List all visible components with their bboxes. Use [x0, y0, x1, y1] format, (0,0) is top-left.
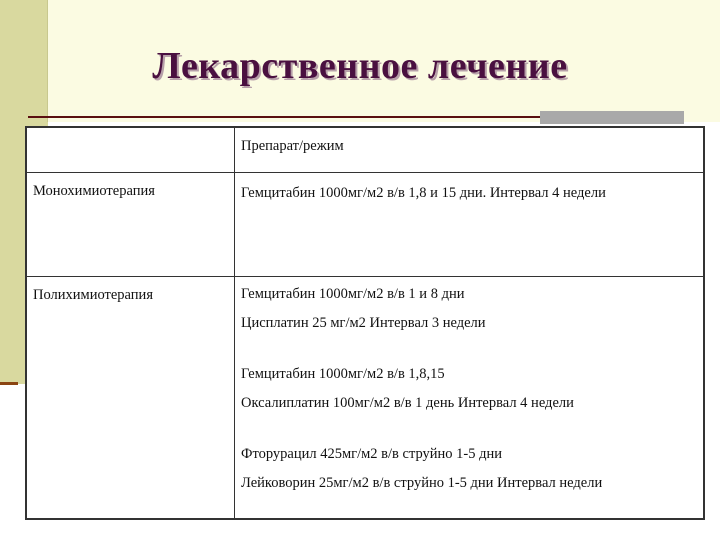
regimen-line: Цисплатин 25 мг/м2 Интервал 3 недели — [241, 315, 486, 331]
header-cell-regimen — [235, 128, 704, 173]
table-row — [27, 277, 704, 519]
treatment-table — [25, 126, 705, 520]
regimen-line: Гемцитабин 1000мг/м2 в/в 1,8,15 — [241, 366, 445, 382]
left-band-accent — [0, 382, 18, 385]
regimen-cell — [235, 277, 704, 519]
title-underline-block — [540, 111, 684, 124]
title-underline — [28, 116, 540, 118]
regimen-line: Гемцитабин 1000мг/м2 в/в 1 и 8 дни — [241, 286, 465, 302]
therapy-type-cell — [27, 277, 235, 519]
header-regimen-label: Препарат/режим — [241, 138, 344, 154]
regimen-line: Оксалиплатин 100мг/м2 в/в 1 день Интервал 4 недели — [241, 395, 574, 411]
table-row — [27, 173, 704, 277]
table-header-row — [27, 128, 704, 173]
therapy-type-label: Монохимиотерапия — [33, 183, 155, 199]
slide-title: Лекарственное лечение — [152, 45, 568, 87]
regimen-line: Фторурацил 425мг/м2 в/в струйно 1-5 дни — [241, 446, 503, 462]
therapy-type-cell — [27, 173, 235, 277]
therapy-type-label: Полихимиотерапия — [33, 287, 153, 303]
regimen-line: Лейковорин 25мг/м2 в/в струйно 1-5 дни Интервал недели — [241, 475, 603, 491]
regimen-cell — [235, 173, 704, 277]
header-cell-type — [27, 128, 235, 173]
regimen-line: Гемцитабин 1000мг/м2 в/в 1,8 и 15 дни. Интервал 4 недели — [241, 185, 606, 201]
